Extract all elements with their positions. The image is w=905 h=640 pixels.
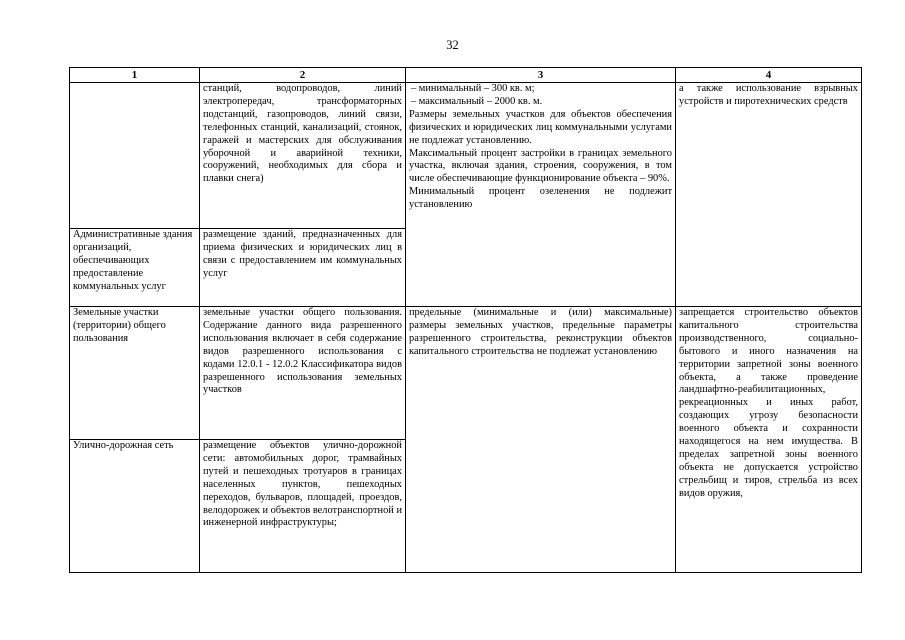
header-col-1: 1: [70, 68, 200, 83]
row-3-use-name: Улично-дорожная сеть: [70, 440, 200, 573]
row-1-use-description: размещение зданий, предназначенных для приема физических и юридических лиц в связи с предоставлением им коммунальных услуг: [200, 229, 406, 307]
row-2-use-name: Земельные участки (территории) общего пользования: [70, 307, 200, 440]
min-greening-percent: Минимальный процент озеленения не подлежит установлению: [409, 186, 672, 211]
max-area-item: – максимальный – 2000 кв. м.: [409, 96, 672, 109]
group-1-parameters: [406, 83, 676, 307]
group-2-restrictions: запрещается строительство объектов капитального строительства производственного, социально-бытового и иного назначения на территории запретной зоны военного объекта, а также проведение ландшафтно-реабилитационных, рекреационных и иных работ, создающих угрозу безопасности военного объекта и сохранности находящегося на нем имущества. В пределах запретной зоны военного объекта не допускается устройство стрельбищ и тиров, стрельба из всех видов оружия,: [676, 307, 862, 573]
group-1-restrictions: а также использование взрывных устройств и пиротехнических средств: [676, 83, 862, 307]
header-col-2: 2: [200, 68, 406, 83]
zoning-table: [69, 67, 862, 573]
table-row: [70, 83, 862, 229]
row-2-use-description: земельные участки общего пользования. Содержание данного вида разрешенного использования включает в себя содержание видов разрешенного использования с кодами 12.0.1 - 12.0.2 Классификатора видов разрешенного использования земельных участков: [200, 307, 406, 440]
table-row: [70, 307, 862, 440]
header-col-3: 3: [406, 68, 676, 83]
row-0-use-name: [70, 83, 200, 229]
min-area-item: – минимальный – 300 кв. м;: [409, 83, 672, 96]
row-3-use-description: размещение объектов улично-дорожной сети: автомобильных дорог, трамвайных путей и пешеходных тротуаров в границах населенных пунктов, пешеходных переходов, бульваров, площадей, проездов, велодорожек и объектов велотранспортной и инженерной инфраструктуры;: [200, 440, 406, 573]
row-1-use-name: Административные здания организаций, обеспечивающих предоставление коммунальных услуг: [70, 229, 200, 307]
group-2-parameters: предельные (минимальные и (или) максимальные) размеры земельных участков, предельные параметры разрешенного строительства, реконструкции объектов капитального строительства не подлежат установлению: [406, 307, 676, 573]
page-number: 32: [446, 38, 459, 52]
header-col-4: 4: [676, 68, 862, 83]
header-row: [70, 68, 862, 83]
max-building-percent: Максимальный процент застройки в границах земельного участка, включая здания, строения, сооружения, в том числе обеспечивающие функционирование объекта – 90%.: [409, 147, 672, 185]
row-0-use-description: станций, водопроводов, линий электропередач, трансформаторных подстанций, газопроводов, линий связи, телефонных станций, канализаций, стоянок, гаражей и мастерских для обслуживания уборочной и аварийной техники, сооружений, необходимых для сбора и плавки снега): [200, 83, 406, 229]
area-note: Размеры земельных участков для объектов обеспечения физических и юридических лиц коммунальными услугами не подлежат установлению.: [409, 108, 672, 146]
